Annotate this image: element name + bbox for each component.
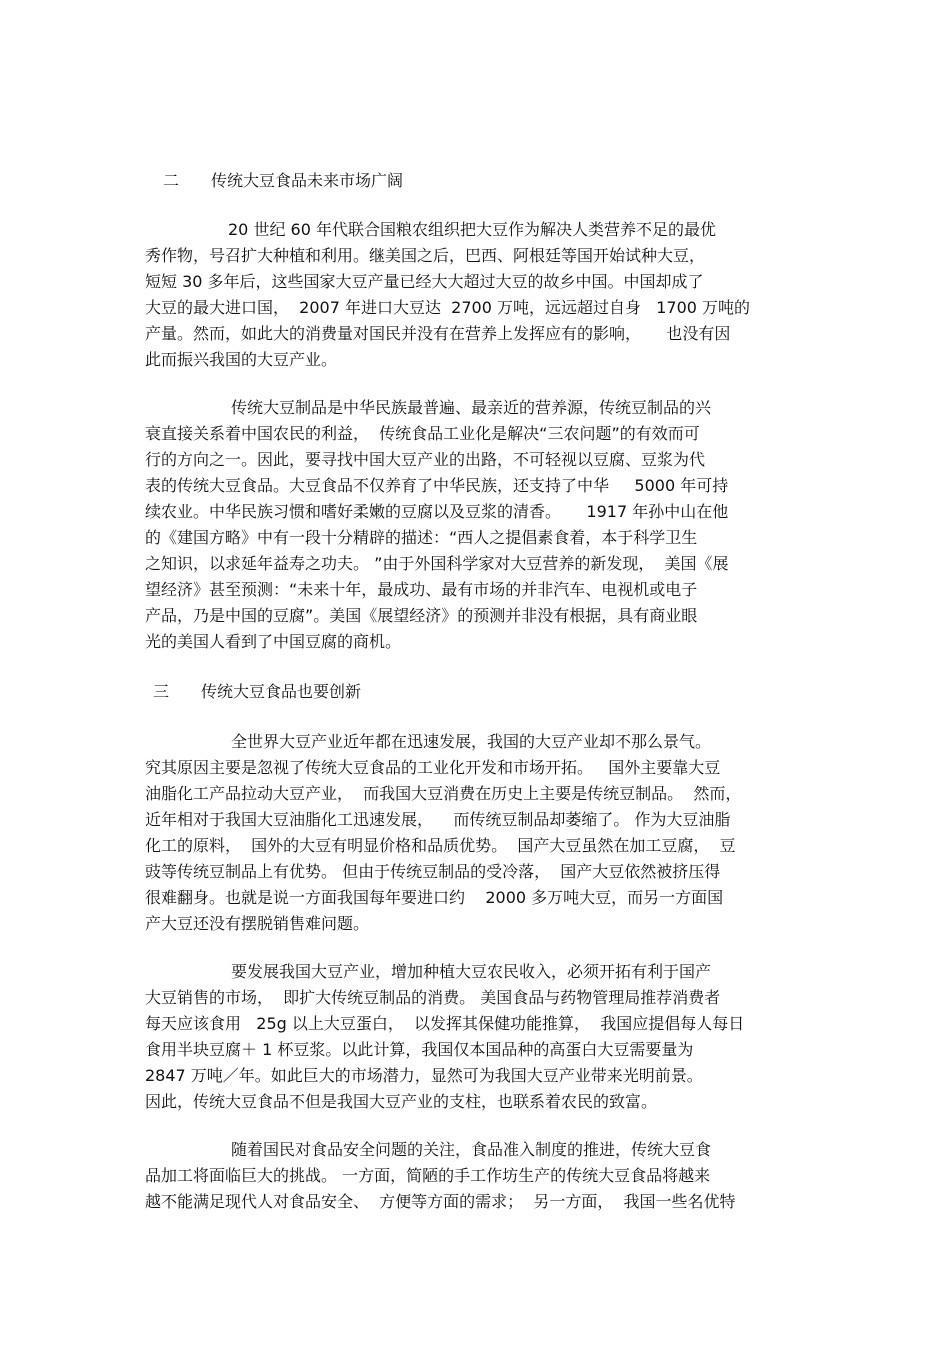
text-line: 每天应该食用 25g 以上大豆蛋白， 以发挥其保健功能推算， 我国应提倡每人每日	[145, 1014, 745, 1033]
section-heading: 三 传统大豆食品也要创新	[153, 682, 362, 701]
text-line: 行的方向之一。因此，要寻找中国大豆产业的出路，不可轻视以豆腐、豆浆为代	[145, 450, 706, 469]
text-line: 很难翻身。也就是说一方面我国每年要进口约 2000 多万吨大豆，而另一方面国	[145, 888, 724, 907]
text-line: 秀作物，号召扩大种植和利用。继美国之后，巴西、阿根廷等国开始试种大豆，	[145, 246, 706, 265]
text-line: 究其原因主要是忽视了传统大豆食品的工业化开发和市场开拓。 国外主要靠大豆	[145, 758, 721, 777]
text-line: 化工的原料， 国外的大豆有明显价格和品质优势。 国产大豆虽然在加工豆腐， 豆	[145, 836, 736, 855]
text-line: 产量。然而，如此大的消费量对国民并没有在营养上发挥应有的影响， 也没有因	[145, 324, 731, 343]
text-line: 之知识，以求延年益寿之功夫。 ”由于外国科学家对大豆营养的新发现， 美国《展	[145, 554, 729, 573]
text-line: 越不能满足现代人对食品安全、 方便等方面的需求； 另一方面， 我国一些名优特	[145, 1192, 736, 1211]
text-line: 短短 30 多年后，这些国家大豆产量已经大大超过大豆的故乡中国。中国却成了	[145, 272, 704, 291]
text-line: 2847 万吨／年。如此巨大的市场潜力，显然可为我国大豆产业带来光明前景。	[145, 1066, 703, 1085]
text-line: 食用半块豆腐＋ 1 杯豆浆。以此计算，我国仅本国品种的高蛋白大豆需要量为	[145, 1040, 694, 1059]
text-line: 的《建国方略》中有一段十分精辟的描述：“西人之提倡素食着，本于科学卫生	[145, 528, 698, 547]
text-line: 要发展我国大豆产业，增加种植大豆农民收入，必须开拓有利于国产	[231, 962, 712, 981]
text-line: 20 世纪 60 年代联合国粮农组织把大豆作为解决人类营养不足的最优	[228, 220, 716, 239]
text-line: 此而振兴我国的大豆产业。	[145, 350, 338, 369]
text-line: 衰直接关系着中国农民的利益， 传统食品工业化是解决“三农问题”的有效而可	[145, 424, 700, 443]
text-line: 望经济》甚至预测：“未来十年，最成功、最有市场的并非汽车、电视机或电子	[145, 580, 698, 599]
text-line: 随着国民对食品安全问题的关注，食品准入制度的推进，传统大豆食	[231, 1140, 712, 1159]
text-line: 豉等传统豆制品上有优势。 但由于传统豆制品的受冷落， 国产大豆依然被挤压得	[145, 862, 721, 881]
text-line: 产品，乃是中国的豆腐”。美国《展望经济》的预测并非没有根据，具有商业眼	[145, 606, 698, 625]
text-line: 油脂化工产品拉动大豆产业， 而我国大豆消费在历史上主要是传统豆制品。 然而，	[145, 784, 742, 803]
text-line: 全世界大豆产业近年都在迅速发展，我国的大豆产业却不那么景气。	[231, 732, 712, 751]
section-heading: 二 传统大豆食品未来市场广阔	[163, 171, 404, 190]
text-line: 大豆销售的市场， 即扩大传统豆制品的消费。 美国食品与药物管理局推荐消费者	[145, 988, 721, 1007]
text-line: 大豆的最大进口国， 2007 年进口大豆达 2700 万吨，远远超过自身 1700 万吨的	[145, 298, 751, 317]
text-line: 近年相对于我国大豆油脂化工迅速发展， 而传统豆制品却萎缩了。 作为大豆油脂	[145, 810, 731, 829]
text-line: 因此，传统大豆食品不但是我国大豆产业的支柱，也联系着农民的致富。	[145, 1092, 658, 1111]
text-line: 表的传统大豆食品。大豆食品不仅养育了中华民族，还支持了中华 5000 年可持	[145, 476, 729, 495]
text-line: 产大豆还没有摆脱销售难问题。	[145, 914, 370, 933]
text-line: 品加工将面临巨大的挑战。 一方面，简陋的手工作坊生产的传统大豆食品将越来	[145, 1166, 711, 1185]
text-line: 光的美国人看到了中国豆腐的商机。	[145, 632, 402, 651]
text-line: 续农业。中华民族习惯和嗜好柔嫩的豆腐以及豆浆的清香。 1917 年孙中山在他	[145, 502, 729, 521]
text-line: 传统大豆制品是中华民族最普遍、最亲近的营养源，传统豆制品的兴	[231, 398, 712, 417]
